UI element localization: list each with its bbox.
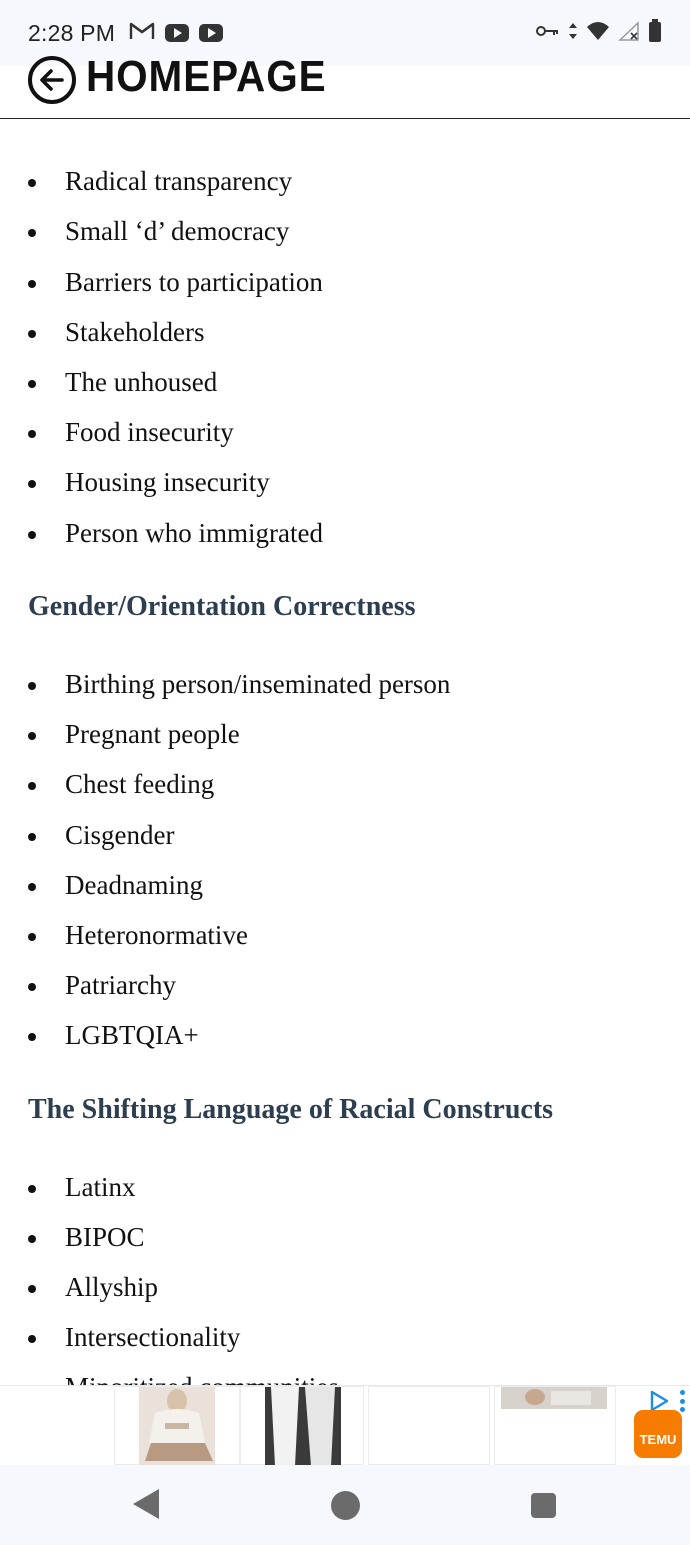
list-item: Chest feeding bbox=[65, 769, 215, 799]
battery-icon bbox=[648, 19, 662, 48]
list-item: Latinx bbox=[65, 1172, 136, 1202]
list-item: Small ‘d’ democracy bbox=[65, 216, 290, 246]
list-item: Allyship bbox=[65, 1272, 159, 1302]
list-item: Cisgender bbox=[65, 820, 175, 850]
list-item: Pregnant people bbox=[65, 719, 240, 749]
list-item: Stakeholders bbox=[65, 317, 205, 347]
list-item: Radical transparency bbox=[65, 166, 293, 196]
ad-product-card[interactable] bbox=[368, 1386, 490, 1465]
ad-banner[interactable] bbox=[0, 1385, 690, 1465]
nav-recents-icon[interactable] bbox=[531, 1493, 556, 1518]
list-item: BIPOC bbox=[65, 1222, 145, 1252]
youtube-icon bbox=[199, 24, 223, 42]
nav-home-icon[interactable] bbox=[331, 1491, 360, 1520]
back-arrow-circle-icon[interactable] bbox=[28, 56, 76, 104]
ad-product-card[interactable] bbox=[0, 1386, 112, 1465]
article-content bbox=[0, 120, 690, 1384]
data-arrows-icon bbox=[568, 22, 578, 45]
list-item: The unhoused bbox=[65, 367, 218, 397]
ad-choices-icon[interactable] bbox=[648, 1390, 670, 1412]
signal-icon bbox=[618, 21, 640, 46]
section-heading-gender: Gender/Orientation Correctness bbox=[28, 591, 416, 622]
list-item: Heteronormative bbox=[65, 920, 248, 950]
homepage-link[interactable]: HOMEPAGE bbox=[86, 52, 327, 101]
list-item: Food insecurity bbox=[65, 417, 234, 447]
nav-back-icon[interactable] bbox=[133, 1489, 159, 1519]
list-item: Birthing person/inseminated person bbox=[65, 669, 451, 699]
product-model-image bbox=[495, 1387, 617, 1466]
youtube-icon bbox=[165, 24, 189, 42]
site-header bbox=[0, 52, 690, 119]
product-pants-image bbox=[241, 1387, 365, 1466]
temu-logo[interactable] bbox=[634, 1410, 682, 1458]
kebab-menu-icon[interactable] bbox=[678, 1390, 686, 1412]
list-item: Deadnaming bbox=[65, 870, 203, 900]
list-item: Barriers to participation bbox=[65, 267, 323, 297]
list-item: LGBTQIA+ bbox=[65, 1020, 199, 1050]
list-item: Person who immigrated bbox=[65, 518, 323, 548]
ad-product-card[interactable] bbox=[494, 1386, 616, 1465]
wifi-icon bbox=[586, 21, 610, 46]
ad-product-card[interactable] bbox=[114, 1386, 240, 1465]
section-heading-racial: The Shifting Language of Racial Constructs bbox=[28, 1094, 554, 1125]
vpn-key-icon bbox=[536, 24, 560, 43]
status-time: 2:28 PM bbox=[28, 19, 116, 46]
list-item: Patriarchy bbox=[65, 970, 176, 1000]
list-item: Housing insecurity bbox=[65, 467, 270, 497]
gmail-icon bbox=[129, 21, 155, 46]
product-tshirt-image bbox=[115, 1387, 241, 1466]
list-item: Intersectionality bbox=[65, 1322, 241, 1352]
system-nav-bar bbox=[0, 1465, 690, 1545]
ad-product-card[interactable] bbox=[240, 1386, 364, 1465]
ad-brand-label: TEMU bbox=[639, 1432, 677, 1447]
